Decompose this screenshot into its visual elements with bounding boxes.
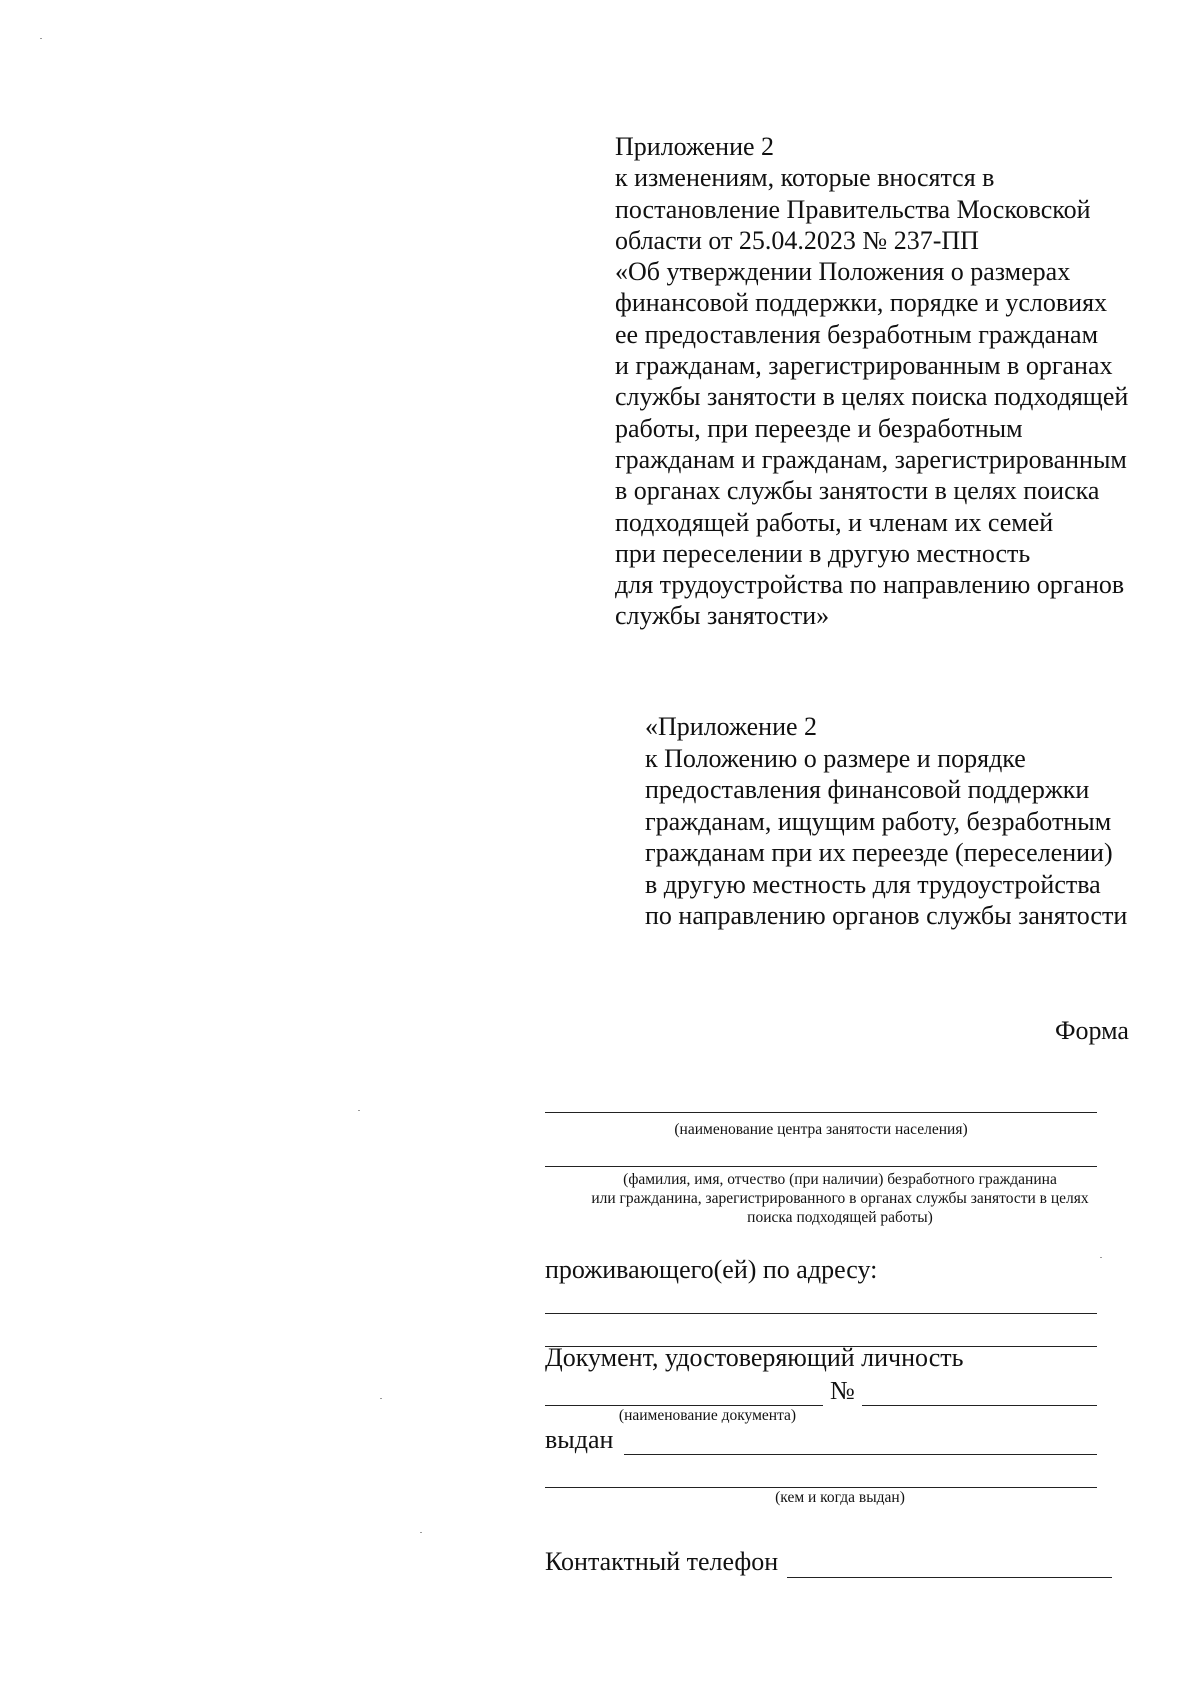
annex-header-line: в органах службы занятости в целях поиска [615,476,1100,506]
number-sign: № [830,1376,855,1405]
regulation-header [645,711,1127,932]
form-label: Форма [1055,1016,1129,1045]
annex-header-line: гражданам и гражданам, зарегистрированным [615,444,1127,474]
annex-header-line: для трудоустройства по направлению органов [615,570,1125,600]
regulation-header-line: по направлению органов службы занятости [645,901,1128,930]
issued-label: выдан [545,1425,614,1454]
annex-header-line: постановление Правительства Московской [615,194,1091,224]
scan-speck [40,38,42,39]
regulation-header-line: к Положению о размере и порядке [645,743,1026,773]
scan-speck [380,1398,382,1399]
scan-speck [1100,1257,1102,1258]
annex-header-line: службы занятости в целях поиска подходящей [615,382,1129,412]
annex-header-line: к изменениям, которые вносятся в [615,163,995,193]
annex-header-line: «Об утверждении Положения о размерах [615,257,1071,287]
employment-center-caption: (наименование центра занятости населения) [674,1121,968,1138]
scan-speck [358,1110,360,1111]
id-document-label: Документ, удостоверяющий личность [545,1343,964,1372]
regulation-header-line: «Приложение 2 [645,712,818,741]
annex-header-line: и гражданам, зарегистрированным в органах [615,351,1113,381]
address-label: проживающего(ей) по адресу: [545,1255,878,1284]
annex-header-line: работы, при переезде и безработным [615,413,1023,443]
annex-header-line: подходящей работы, и членам их семей [615,507,1054,537]
phone-field[interactable] [787,1577,1112,1578]
applicant-caption-line: (фамилия, имя, отчество (при наличии) безработного гражданина [623,1171,1057,1188]
document-name-caption: (наименование документа) [618,1407,797,1424]
regulation-header-line: гражданам при их переезде (переселении) [645,838,1113,867]
annex-header-line: ее предоставления безработным гражданам [615,319,1099,349]
applicant-caption-line: поиска подходящей работы) [747,1209,933,1226]
document-number-field[interactable] [862,1405,1097,1406]
annex-header-line: области от 25.04.2023 № 237-ПП [615,225,979,255]
annex-header-line: службы занятости» [615,601,830,631]
regulation-header-line: гражданам, ищущим работу, безработным [645,806,1112,836]
annex-header [615,131,1128,632]
applicant-name-caption [545,1170,1135,1227]
employment-center-field[interactable] [545,1112,1097,1113]
applicant-caption-line: или гражданина, зарегистрированного в органах службы занятости в целях [591,1190,1089,1207]
scan-speck [420,1532,422,1533]
issued-by-caption: (кем и когда выдан) [775,1489,905,1506]
annex-header-line: при переселении в другую местность [615,538,1031,568]
annex-header-line: Приложение 2 [615,132,775,161]
issued-by-field[interactable] [624,1454,1097,1455]
applicant-name-field[interactable] [545,1166,1097,1167]
annex-header-line: финансовой поддержки, порядке и условиях [615,288,1108,318]
phone-label: Контактный телефон [545,1547,779,1576]
address-line-1-field[interactable] [545,1313,1097,1314]
regulation-header-line: предоставления финансовой поддержки [645,775,1090,804]
regulation-header-line: в другую местность для трудоустройства [645,869,1101,899]
